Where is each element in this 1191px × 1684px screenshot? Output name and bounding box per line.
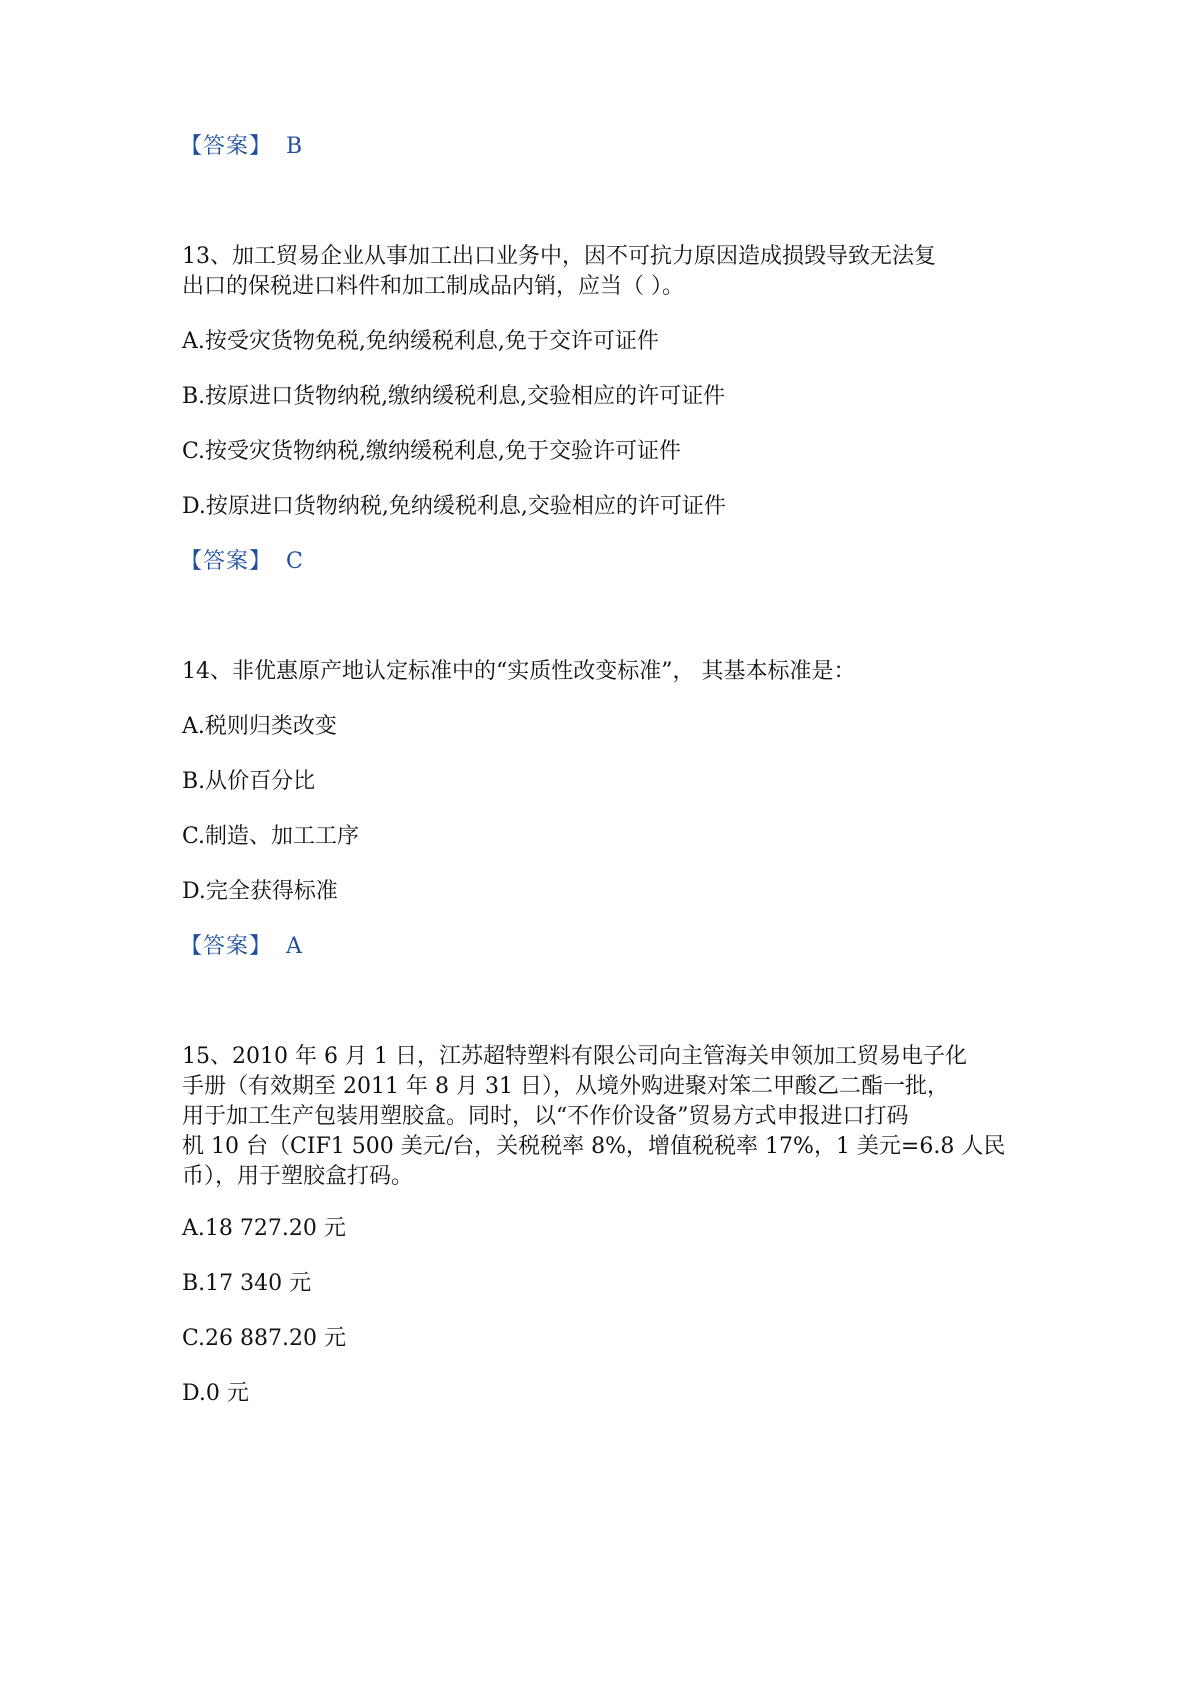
- question-stem: 机 10 台（CIF1 500 美元/台，关税税率 8%，增值税税率 17%，1 美元=6.8 人民: [182, 1134, 1006, 1159]
- option-d: D.完全获得标准: [182, 879, 338, 904]
- option-b: B.按原进口货物纳税,缴纳缓税利息,交验相应的许可证件: [182, 384, 726, 409]
- option-a: A.18 727.20 元: [182, 1216, 346, 1241]
- answer-value: A: [286, 934, 302, 959]
- option-d: D.0 元: [182, 1381, 249, 1406]
- option-a: A.税则归类改变: [182, 714, 337, 739]
- question-stem: 币），用于塑胶盒打码。: [182, 1164, 414, 1189]
- question-stem: 用于加工生产包装用塑胶盒。同时，以“不作价设备”贸易方式申报进口打码: [182, 1104, 909, 1129]
- question-stem: 14、非优惠原产地认定标准中的“实质性改变标准”， 其基本标准是：: [182, 659, 856, 684]
- option-a: A.按受灾货物免税,免纳缓税利息,免于交许可证件: [182, 329, 659, 354]
- option-c: C.按受灾货物纳税,缴纳缓税利息,免于交验许可证件: [182, 439, 682, 464]
- answer-value: C: [286, 549, 303, 574]
- option-c: C.制造、加工工序: [182, 824, 360, 849]
- answer-line: [180, 132, 302, 162]
- question-stem: 15、2010 年 6 月 1 日，江苏超特塑料有限公司向主管海关申领加工贸易电子化: [182, 1044, 967, 1069]
- option-c: C.26 887.20 元: [182, 1326, 347, 1351]
- answer-label: 【答案】: [180, 549, 273, 574]
- question-stem: 手册（有效期至 2011 年 8 月 31 日），从境外购进聚对笨二甲酸乙二酯一批，: [182, 1074, 949, 1099]
- option-d: D.按原进口货物纳税,免纳缓税利息,交验相应的许可证件: [182, 494, 726, 519]
- answer-line: [180, 547, 303, 577]
- answer-value: B: [286, 134, 303, 159]
- option-b: B.从价百分比: [182, 769, 316, 794]
- question-stem: 13、加工贸易企业从事加工出口业务中，因不可抗力原因造成损毁导致无法复: [182, 244, 936, 269]
- option-b: B.17 340 元: [182, 1271, 312, 1296]
- answer-label: 【答案】: [180, 134, 273, 159]
- question-stem: 出口的保税进口料件和加工制成品内销，应当（ ）。: [182, 274, 684, 299]
- answer-line: [180, 932, 302, 962]
- answer-label: 【答案】: [180, 934, 273, 959]
